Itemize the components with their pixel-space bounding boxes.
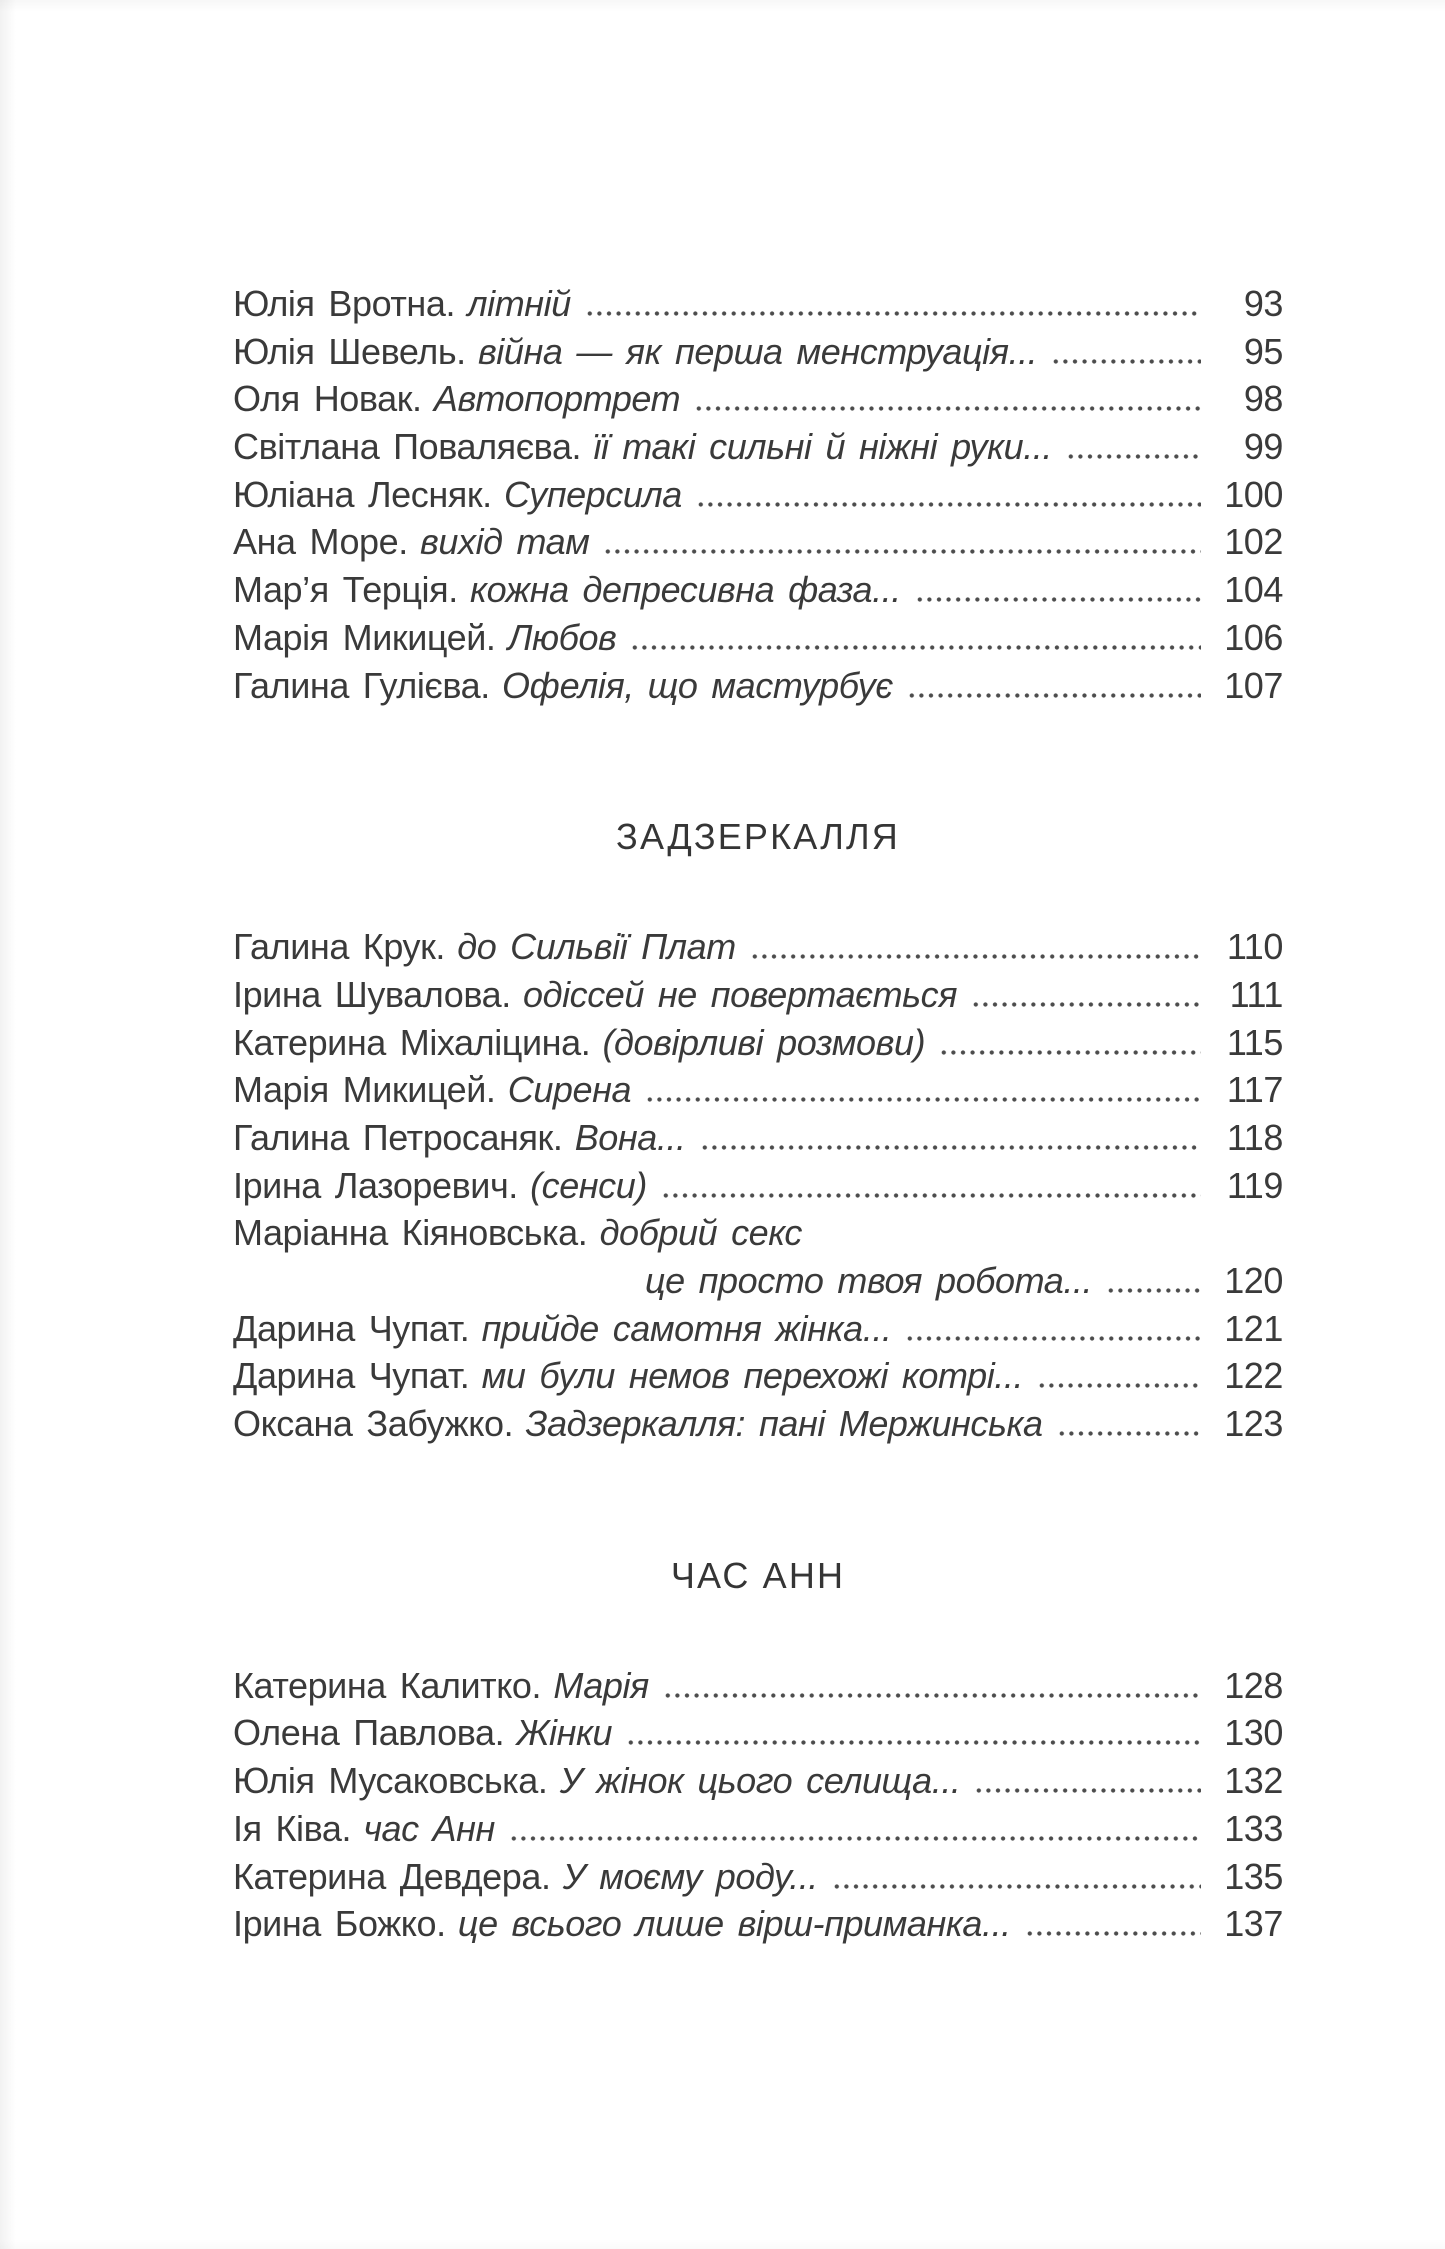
entry-author: Юлія Вротна.	[233, 283, 456, 324]
dot-leader	[971, 1002, 1201, 1007]
entry-page: 115	[1226, 1021, 1283, 1063]
dot-leader	[1066, 454, 1201, 459]
entry-title: до Сильвії Плат	[457, 926, 736, 968]
entry-author: Дарина Чупат.	[233, 1355, 470, 1397]
entry-author: Катерина Калитко.	[233, 1664, 542, 1706]
entry-title: літній	[467, 283, 571, 324]
entry-page: 130	[1224, 1712, 1283, 1754]
toc-entry	[233, 923, 1283, 971]
entry-author: Юлія Мусаковська.	[233, 1760, 548, 1802]
entry-title: добрий секс	[599, 1212, 802, 1254]
toc-entry	[233, 423, 1283, 471]
toc-entry	[233, 1805, 1283, 1853]
entry-author: Оля Новак.	[233, 378, 422, 420]
entry-author: Галина Крук.	[233, 926, 445, 968]
entry-page: 106	[1224, 616, 1283, 658]
toc-entry	[233, 1019, 1283, 1067]
entry-page: 95	[1243, 330, 1283, 372]
toc-entry	[233, 328, 1283, 376]
entry-page: 110	[1226, 926, 1283, 968]
toc-entry	[233, 1757, 1283, 1805]
toc-entry	[233, 280, 1283, 328]
entry-author: Катерина Міхаліцина.	[233, 1021, 591, 1063]
entry-author: Юліана Лесняк.	[233, 473, 492, 515]
dot-leader	[1057, 1431, 1201, 1436]
entry-author: Марія Микицей.	[233, 616, 496, 658]
entry-page: 98	[1243, 378, 1283, 420]
dot-leader	[696, 502, 1201, 507]
entry-title: Любов	[507, 616, 617, 658]
entry-author: Галина Петросаняк.	[233, 1116, 563, 1158]
entry-title: прийде самотня жінка...	[481, 1307, 892, 1349]
entry-page: 120	[1224, 1260, 1283, 1301]
toc-entry	[233, 614, 1283, 662]
toc-entry	[233, 1400, 1283, 1448]
entry-author: Мар’я Терція.	[233, 569, 458, 611]
entry-page: 133	[1224, 1807, 1283, 1849]
entry-title: вихід там	[420, 521, 590, 563]
entry-author: Світлана Поваляєва.	[233, 426, 582, 468]
entry-page: 132	[1224, 1760, 1283, 1802]
entry-author: Ія Ківа.	[233, 1807, 352, 1849]
entry-page: 93	[1243, 283, 1283, 324]
entry-page: 107	[1224, 664, 1283, 706]
entry-title: час Анн	[363, 1807, 495, 1849]
dot-leader	[1106, 1288, 1201, 1293]
toc-entry	[233, 1114, 1283, 1162]
entry-page: 111	[1229, 973, 1283, 1015]
toc-entry	[233, 1162, 1283, 1210]
dot-leader	[915, 597, 1201, 602]
toc-entry	[233, 1853, 1283, 1901]
entry-author: Маріанна Кіяновська.	[233, 1212, 588, 1254]
entry-page: 99	[1243, 426, 1283, 468]
toc-section	[233, 280, 1283, 709]
dot-leader	[907, 693, 1201, 698]
toc-entry	[233, 662, 1283, 710]
entry-author: Юлія Шевель.	[233, 330, 466, 372]
dot-leader	[509, 1836, 1201, 1841]
entry-title: У жінок цього селища...	[559, 1760, 961, 1802]
toc-entry	[233, 1209, 1283, 1257]
dot-leader	[750, 954, 1201, 959]
toc-entry	[233, 518, 1283, 566]
entry-title: (довірливі розмови)	[602, 1021, 926, 1063]
toc-section	[233, 1552, 1283, 1948]
entry-page: 102	[1224, 521, 1283, 563]
entry-page: 128	[1224, 1664, 1283, 1706]
entry-page: 117	[1226, 1069, 1283, 1111]
entry-page: 135	[1224, 1855, 1283, 1897]
dot-leader	[663, 1693, 1201, 1698]
entry-author: Дарина Чупат.	[233, 1307, 470, 1349]
entry-page: 104	[1224, 569, 1283, 611]
entry-author: Ірина Шувалова.	[233, 973, 511, 1015]
dot-leader	[585, 311, 1201, 316]
entry-title: війна — як перша менструація...	[477, 330, 1038, 372]
toc-content	[233, 280, 1283, 1948]
entry-page: 118	[1226, 1116, 1283, 1158]
entry-title: це всього лише вірш-приманка...	[457, 1903, 1011, 1945]
toc-entry	[233, 971, 1283, 1019]
entry-author: Марія Микицей.	[233, 1069, 496, 1111]
entry-page: 100	[1224, 473, 1283, 515]
entry-title-continuation: це просто твоя робота...	[645, 1260, 1093, 1301]
entry-author: Оксана Забужко.	[233, 1403, 514, 1445]
dot-leader	[661, 1193, 1201, 1198]
entry-page: 123	[1224, 1403, 1283, 1445]
dot-leader	[626, 1740, 1201, 1745]
entry-title: Вона...	[574, 1116, 686, 1158]
entry-page: 119	[1226, 1164, 1283, 1206]
dot-leader	[974, 1788, 1201, 1793]
entry-title: Сирена	[507, 1069, 632, 1111]
entry-title: У моєму роду...	[562, 1855, 818, 1897]
toc-entry	[233, 1066, 1283, 1114]
dot-leader	[1025, 1931, 1201, 1936]
toc-entry	[233, 375, 1283, 423]
entry-author: Ірина Лазоревич.	[233, 1164, 518, 1206]
dot-leader	[905, 1336, 1201, 1341]
dot-leader	[645, 1097, 1201, 1102]
dot-leader	[1051, 359, 1201, 364]
section-header: ЧАС АНН	[670, 1554, 846, 1596]
entry-author: Ана Море.	[233, 521, 408, 563]
entry-title: Задзеркалля: пані Мержинська	[525, 1403, 1043, 1445]
toc-entry	[233, 566, 1283, 614]
dot-leader	[630, 645, 1201, 650]
entry-title: Суперсила	[503, 473, 682, 515]
entry-page: 122	[1224, 1355, 1283, 1397]
entry-title: (сенси)	[530, 1164, 647, 1206]
entry-author: Олена Павлова.	[233, 1712, 505, 1754]
entry-title: ми були немов перехожі котрі...	[481, 1355, 1024, 1397]
toc-entry	[233, 1662, 1283, 1710]
entry-title: одіссей не повертається	[523, 973, 958, 1015]
dot-leader	[1037, 1383, 1201, 1388]
entry-author: Галина Гулієва.	[233, 664, 490, 706]
dot-leader	[603, 549, 1201, 554]
toc-entry	[233, 1352, 1283, 1400]
entry-page: 137	[1224, 1903, 1283, 1945]
toc-entry-continuation	[233, 1257, 1283, 1305]
entry-title: її такі сильні й ніжні руки...	[593, 426, 1052, 468]
entry-title: кожна депресивна фаза...	[470, 569, 901, 611]
dot-leader	[939, 1050, 1201, 1055]
entry-page: 121	[1224, 1307, 1283, 1349]
toc-entry	[233, 1709, 1283, 1757]
toc-section	[233, 813, 1283, 1448]
dot-leader	[700, 1145, 1201, 1150]
toc-entry	[233, 1900, 1283, 1948]
dot-leader	[694, 406, 1201, 411]
entry-title: Автопортрет	[433, 378, 681, 420]
entry-author: Ірина Божко.	[233, 1903, 446, 1945]
section-header: ЗАДЗЕРКАЛЛЯ	[616, 816, 900, 858]
entry-title: Марія	[553, 1664, 649, 1706]
entry-title: Жінки	[516, 1712, 613, 1754]
entry-author: Катерина Девдера.	[233, 1855, 551, 1897]
dot-leader	[832, 1884, 1201, 1889]
toc-entry	[233, 471, 1283, 519]
entry-title: Офелія, що мастурбує	[502, 664, 893, 706]
toc-entry	[233, 1305, 1283, 1353]
